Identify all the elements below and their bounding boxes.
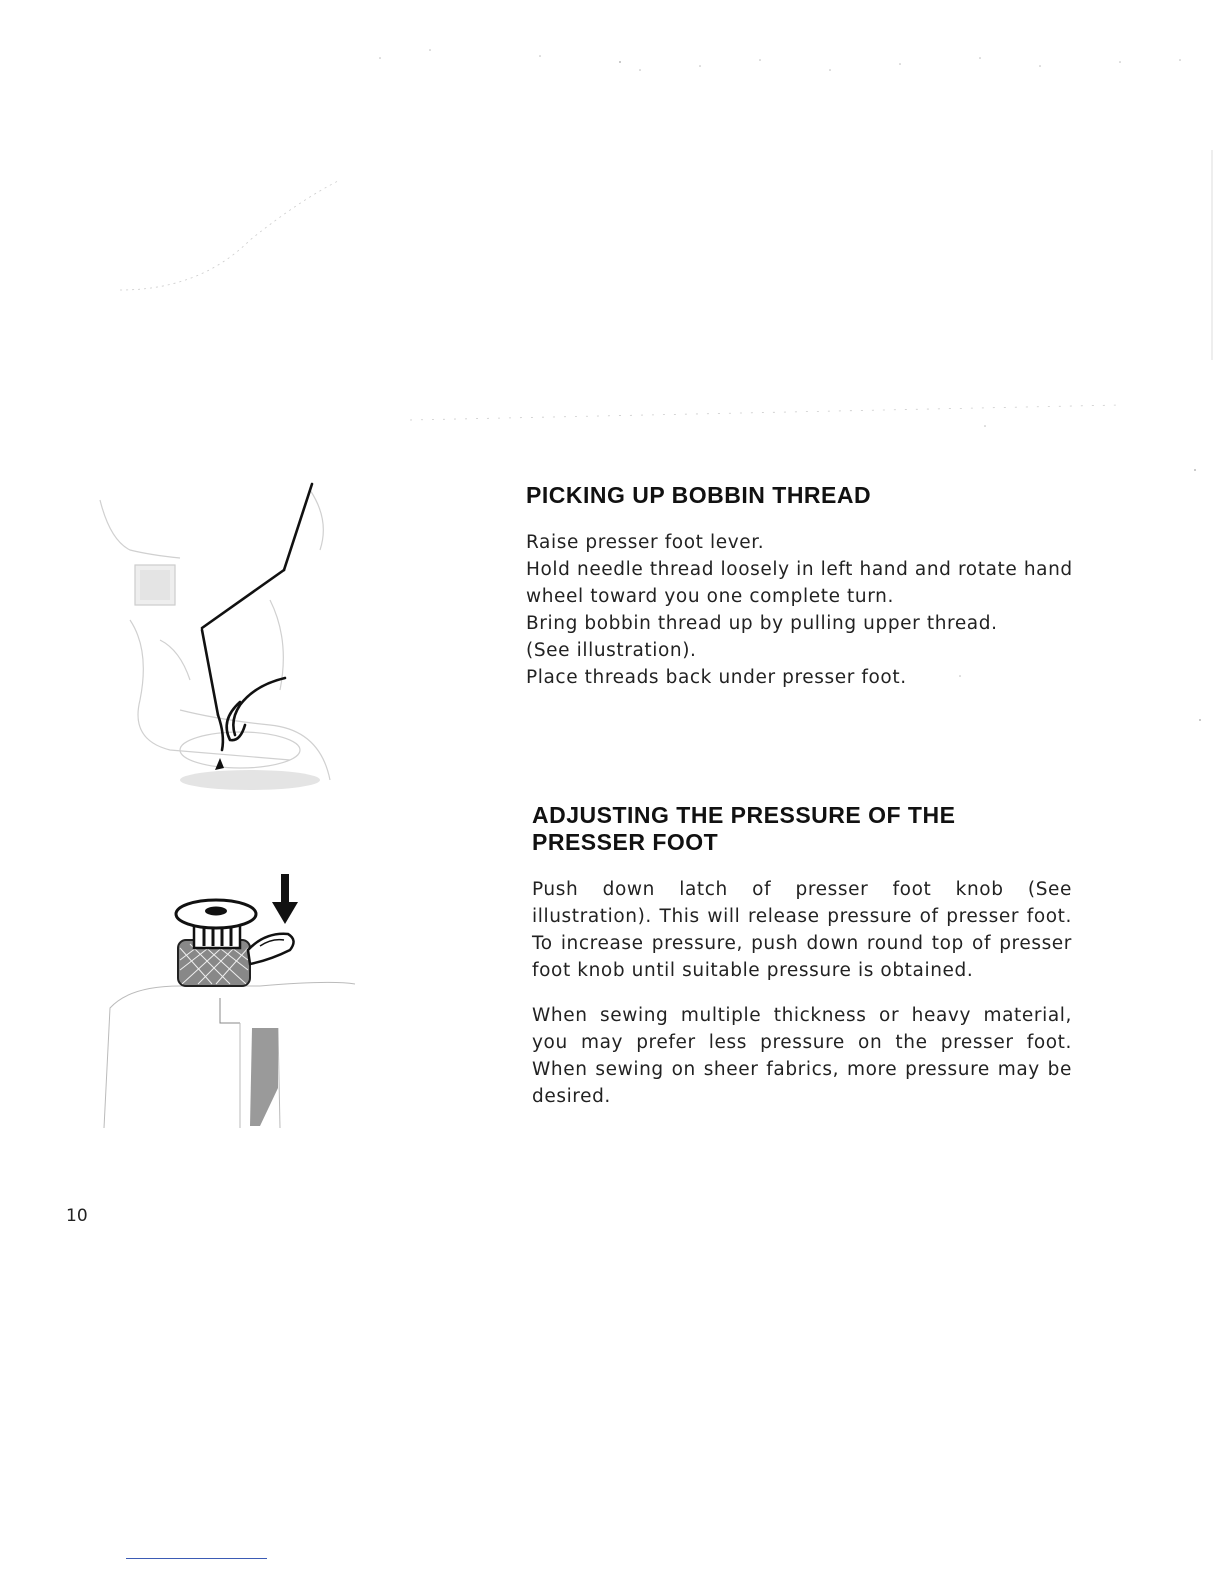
instruction-paragraph: When sewing multiple thickness or heavy material, you may prefer less pressure on the presser foot. When sewing on sheer fabrics, more pressure may be desired. [532, 1005, 1072, 1107]
instruction-line: Place threads back under presser foot. [526, 667, 907, 688]
instruction-line: (See illustration). [526, 640, 697, 661]
down-arrow-icon [281, 874, 289, 904]
presser-foot-knob-illustration [100, 868, 360, 1138]
instruction-line: Hold needle thread loosely in left hand and rotate hand wheel toward you one complete turn. [526, 559, 1073, 607]
instruction-paragraph: Push down latch of presser foot knob (See illustration). This will release pressure of presser foot. To increase pressure, push down round top of presser foot knob until suitable pressure is obtained. [532, 879, 1072, 981]
instruction-line: Bring bobbin thread up by pulling upper thread. [526, 613, 998, 634]
page-number: 10 [66, 1206, 88, 1226]
instruction-line: Raise presser foot lever. [526, 532, 765, 553]
section-title [532, 802, 1072, 856]
bobbin-thread-illustration [90, 480, 350, 800]
adjusting-pressure-section [532, 802, 1072, 1110]
picking-up-bobbin-thread-section [526, 482, 1086, 691]
section-title-line: PRESSER FOOT [532, 829, 719, 855]
section-title: PICKING UP BOBBIN THREAD [526, 482, 872, 508]
section-title-line: ADJUSTING THE PRESSURE OF THE [532, 802, 956, 828]
footer-rule [126, 1558, 267, 1559]
